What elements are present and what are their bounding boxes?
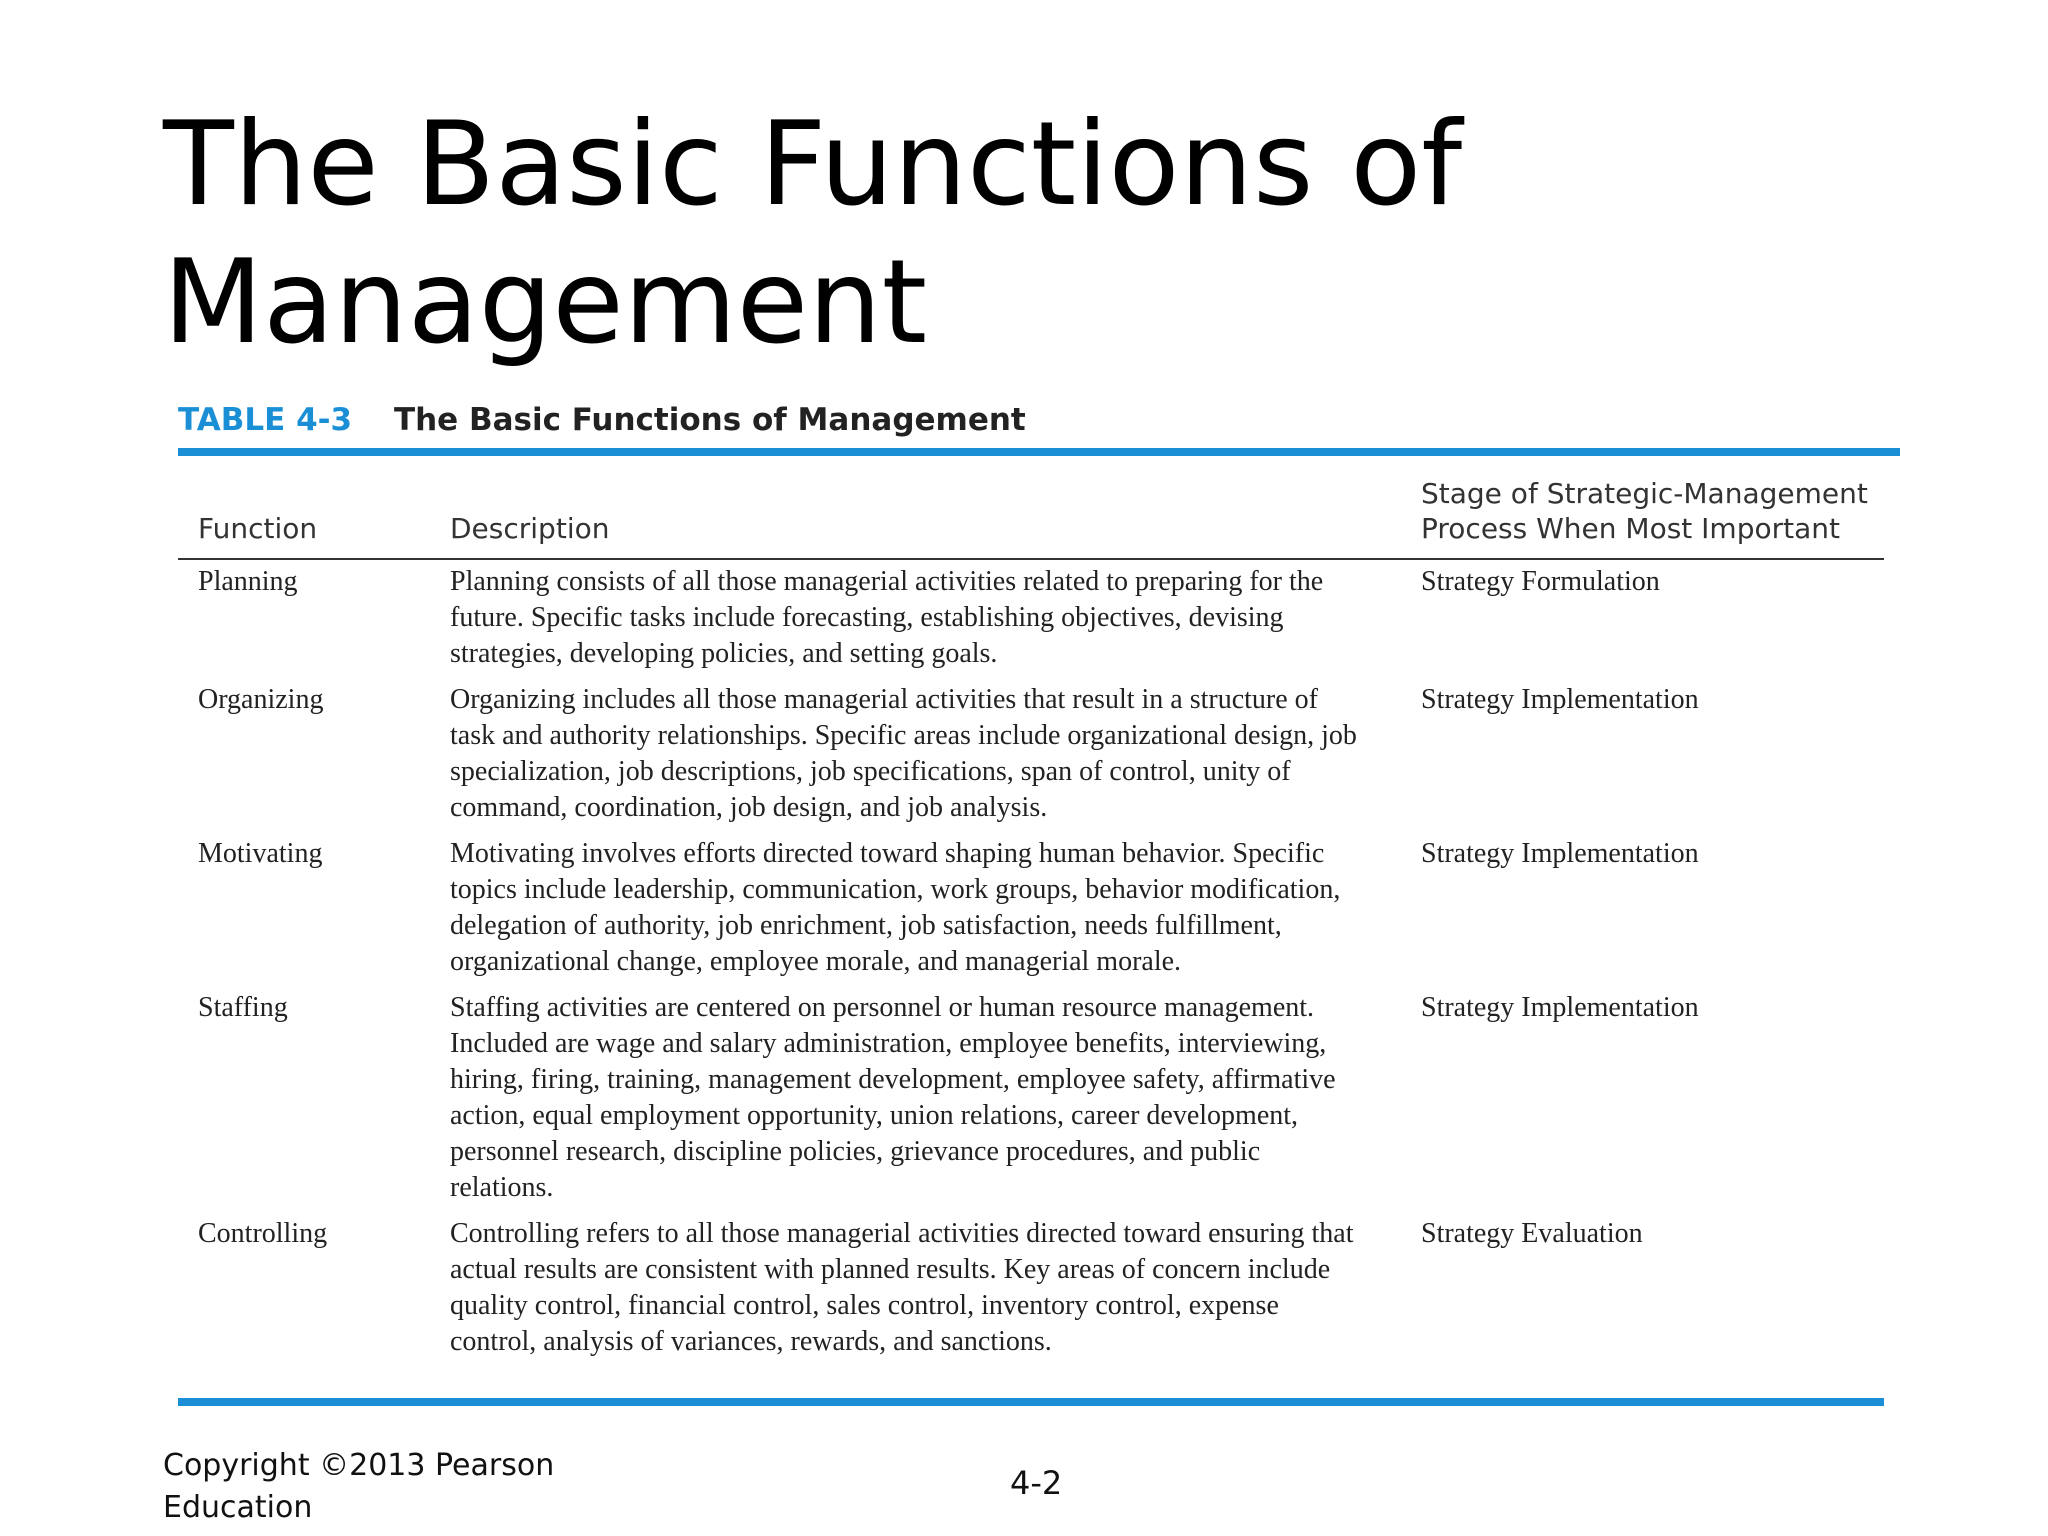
table-label: TABLE 4-3 bbox=[178, 402, 353, 438]
cell-function: Motivating bbox=[198, 838, 323, 869]
page-number: 4-2 bbox=[1010, 1464, 1063, 1502]
slide-title-line-1: The Basic Functions of bbox=[163, 97, 1463, 232]
functions-table bbox=[178, 468, 1884, 1366]
cell-function: Planning bbox=[198, 566, 298, 597]
header-stage-line-1: Stage of Strategic-Management bbox=[1421, 477, 1868, 510]
cell-stage: Strategy Implementation bbox=[1421, 992, 1699, 1023]
cell-function: Organizing bbox=[198, 684, 324, 715]
cell-description: Organizing includes all those managerial activities that result in a structure of task and authority relationships. Specific areas include organizational design, job specialization, job descriptions, job specifications, span of control, unity of command, coordination, job design, and job analysis. bbox=[450, 684, 1357, 823]
table-header-row bbox=[178, 468, 1884, 559]
cell-description: Controlling refers to all those managerial activities directed toward ensuring that actual results are consistent with planned results. Key areas of concern include quality control, financial control, sales control, inventory control, expense control, analysis of variances, rewards, and sanctions. bbox=[450, 1218, 1354, 1357]
table-row bbox=[178, 1212, 1884, 1366]
table-row bbox=[178, 986, 1884, 1212]
cell-function: Controlling bbox=[198, 1218, 328, 1249]
cell-description: Motivating involves efforts directed toward shaping human behavior. Specific topics include leadership, communication, work groups, behavior modification, delegation of authority, job enrichment, job satisfaction, needs fulfillment, organizational change, employee morale, and managerial morale. bbox=[450, 838, 1341, 977]
table-bottom-rule bbox=[178, 1398, 1884, 1406]
header-stage bbox=[1401, 468, 1884, 559]
table-row bbox=[178, 678, 1884, 832]
cell-description: Staffing activities are centered on personnel or human resource management. Included are wage and salary administration, employee benefits, interviewing, hiring, firing, training, management development, employee safety, affirmative action, equal employment opportunity, union relations, career development, personnel research, discipline policies, grievance procedures, and public relations. bbox=[450, 992, 1336, 1203]
cell-stage: Strategy Implementation bbox=[1421, 838, 1699, 869]
table-caption-text: The Basic Functions of Management bbox=[393, 402, 1026, 438]
table-row bbox=[178, 559, 1884, 678]
cell-stage: Strategy Implementation bbox=[1421, 684, 1699, 715]
table-caption bbox=[178, 400, 1026, 440]
slide-title-line-2: Management bbox=[163, 235, 928, 370]
cell-description: Planning consists of all those managerial activities related to preparing for the future. Specific tasks include forecasting, establishing objectives, devising strategies, developing policies, and setting goals. bbox=[450, 566, 1324, 669]
footer-copyright: Copyright ©2013 Pearson Education bbox=[163, 1448, 555, 1525]
functions-table-container bbox=[178, 468, 1884, 1366]
cell-function: Staffing bbox=[198, 992, 288, 1023]
header-function: Function bbox=[178, 468, 430, 559]
header-description: Description bbox=[430, 468, 1401, 559]
table-top-rule bbox=[178, 448, 1900, 456]
slide-title bbox=[163, 96, 1563, 372]
table-row bbox=[178, 832, 1884, 986]
cell-stage: Strategy Evaluation bbox=[1421, 1218, 1643, 1249]
cell-stage: Strategy Formulation bbox=[1421, 566, 1660, 597]
header-stage-line-2: Process When Most Important bbox=[1421, 512, 1840, 545]
